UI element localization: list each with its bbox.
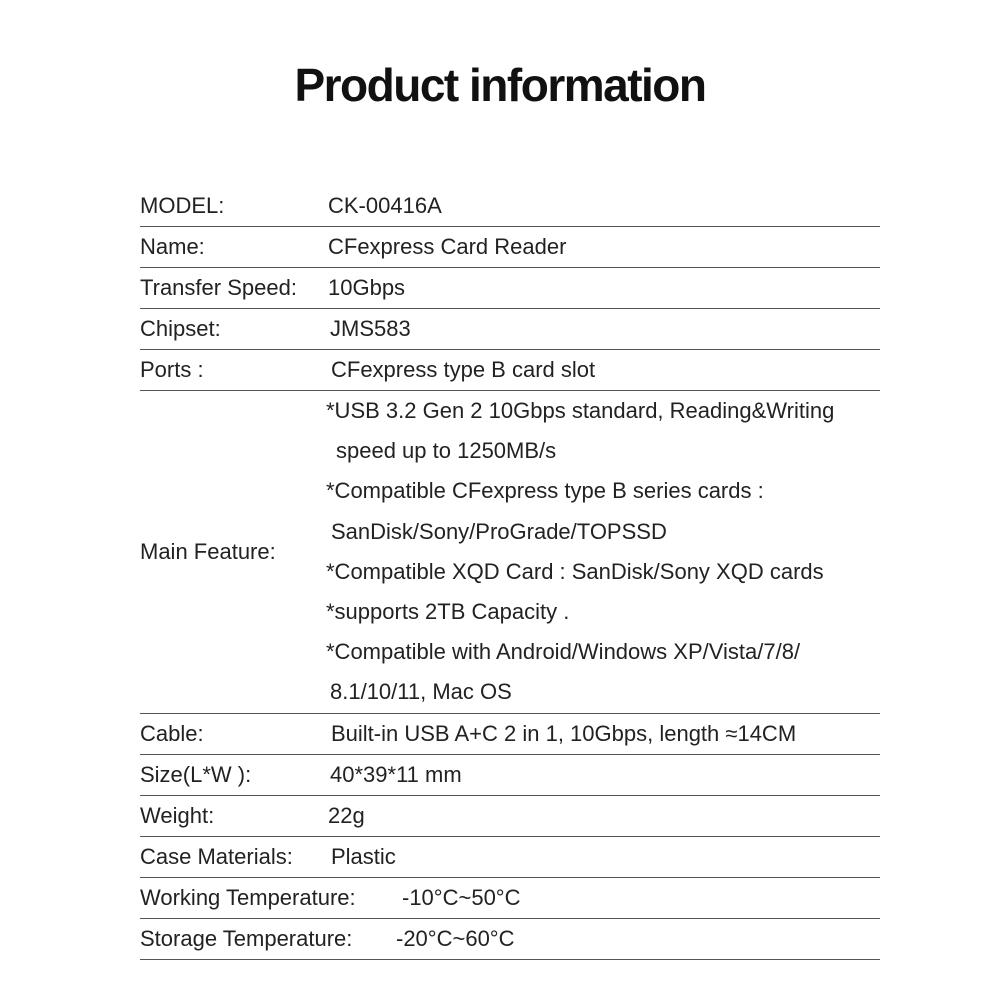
spec-row-weight [140, 796, 880, 837]
spec-row-transfer-speed [140, 268, 880, 309]
spec-row-storage-temperature [140, 919, 880, 960]
spec-label-size: Size(L*W ): [140, 761, 252, 787]
spec-table [140, 186, 880, 960]
spec-row-name [140, 227, 880, 268]
spec-value-name: CFexpress Card Reader [328, 234, 567, 259]
spec-value-ports: CFexpress type B card slot [331, 357, 596, 382]
spec-label-chipset: Chipset: [140, 316, 221, 341]
feature-line: *Compatible with Android/Windows XP/Vista/7/8/ [326, 639, 801, 665]
spec-row-ports [140, 350, 880, 391]
spec-value-chipset: JMS583 [330, 316, 411, 341]
feature-line: 8.1/10/11, Mac OS [330, 679, 512, 705]
feature-line: *supports 2TB Capacity . [326, 599, 570, 625]
spec-value-model: CK-00416A [328, 193, 442, 218]
spec-label-name: Name: [140, 234, 205, 259]
spec-row-chipset [140, 309, 880, 350]
spec-value-cable: Built-in USB A+C 2 in 1, 10Gbps, length ≈14CM [331, 720, 797, 746]
spec-value-weight: 22g [328, 802, 365, 828]
spec-value-size: 40*39*11 mm [330, 761, 462, 787]
spec-label-cable: Cable: [140, 720, 204, 746]
feature-line: *Compatible CFexpress type B series cards : [326, 478, 764, 504]
page-title: Product information [294, 59, 706, 111]
spec-row-size [140, 755, 880, 796]
feature-line: *USB 3.2 Gen 2 10Gbps standard, Reading&Writing [326, 398, 835, 423]
spec-row-model [140, 186, 880, 227]
spec-value-transfer-speed: 10Gbps [328, 275, 406, 300]
feature-line: *Compatible XQD Card : SanDisk/Sony XQD cards [326, 558, 824, 584]
feature-line: speed up to 1250MB/s [336, 438, 557, 464]
spec-row-case-materials [140, 837, 880, 878]
spec-row-working-temperature [140, 878, 880, 919]
spec-label-ports: Ports : [140, 357, 204, 382]
spec-row-main-feature [140, 391, 880, 714]
spec-label-weight: Weight: [140, 802, 215, 828]
spec-label-model: MODEL: [140, 193, 225, 218]
spec-label-transfer-speed: Transfer Speed: [140, 275, 297, 300]
spec-value-case-materials: Plastic [331, 843, 396, 869]
spec-label-main-feature: Main Feature: [140, 538, 276, 564]
spec-value-storage-temperature: -20°C~60°C [396, 925, 515, 951]
spec-label-working-temperature: Working Temperature: [140, 884, 356, 910]
feature-line: SanDisk/Sony/ProGrade/TOPSSD [331, 518, 667, 544]
spec-row-cable [140, 714, 880, 755]
spec-label-storage-temperature: Storage Temperature: [140, 925, 353, 951]
spec-value-working-temperature: -10°C~50°C [402, 884, 521, 910]
spec-label-case-materials: Case Materials: [140, 843, 293, 869]
